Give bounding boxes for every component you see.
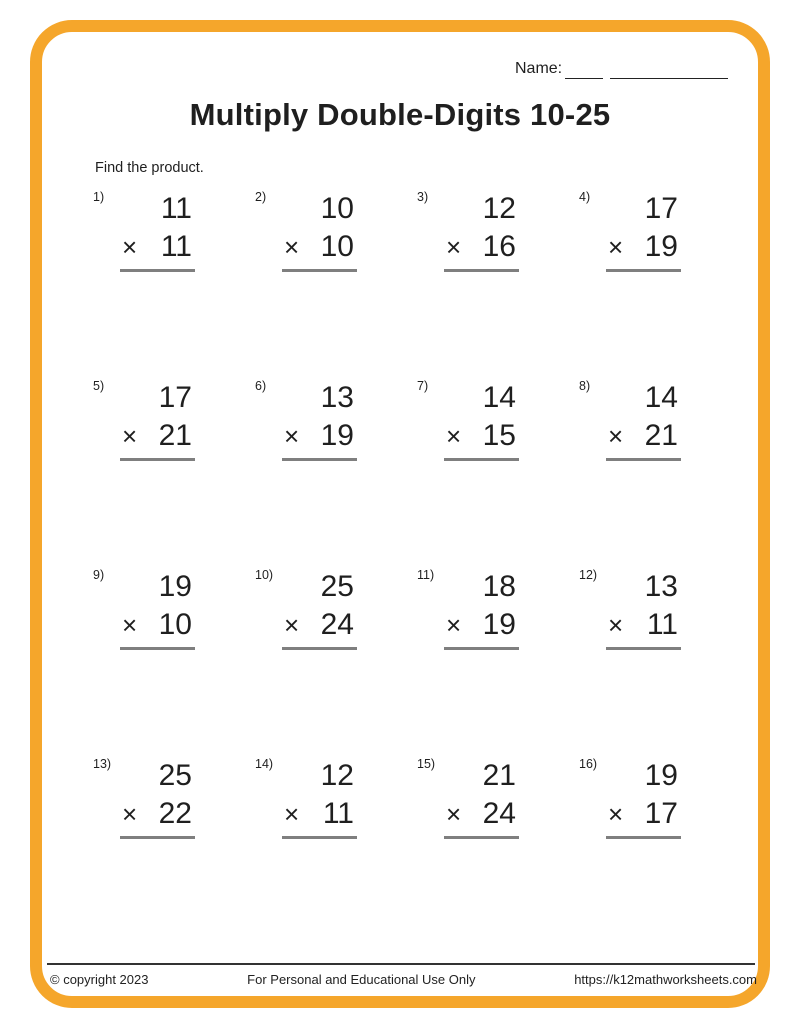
problem-number: 4) [579,190,591,204]
bottom-operand-row [282,416,357,461]
top-operand: 25 [158,759,192,792]
bottom-operand-row [120,227,195,272]
problem-work-area [282,755,357,839]
footer-divider [47,963,755,965]
bottom-operand: 11 [160,230,192,263]
multiplication-problem [255,566,417,755]
problem-work-area [120,377,195,461]
multiplication-sign: × [122,421,138,451]
top-operand: 17 [644,192,678,225]
problem-work-area [120,188,195,272]
top-operand: 13 [320,381,354,414]
top-operand: 19 [158,570,192,603]
bottom-operand: 17 [644,797,678,830]
multiplication-problem [417,188,579,377]
page-title: Multiply Double-Digits 10-25 [189,97,611,132]
bottom-operand: 21 [158,419,192,452]
bottom-operand-row [120,416,195,461]
multiplication-sign: × [608,421,624,451]
problem-number: 10) [255,568,274,582]
top-operand: 12 [482,192,516,225]
problem-number: 16) [579,757,598,771]
problem-work-area [606,188,681,272]
top-operand: 13 [644,570,678,603]
multiplication-problem [579,566,741,755]
problem-number: 6) [255,379,267,393]
bottom-operand-row [606,416,681,461]
problem-work-area [120,566,195,650]
problem-number: 15) [417,757,436,771]
name-label: Name: [515,60,563,77]
top-operand: 21 [482,759,516,792]
problem-number: 13) [93,757,112,771]
bottom-operand-row [282,605,357,650]
multiplication-problem [579,755,741,944]
top-operand: 12 [320,759,354,792]
problems-grid [93,188,741,944]
problem-work-area [444,377,519,461]
multiplication-problem [255,188,417,377]
footer [50,972,757,987]
instructions-text: Find the product. [95,160,204,176]
problem-number: 3) [417,190,429,204]
multiplication-problem [417,755,579,944]
bottom-operand: 11 [646,608,678,641]
bottom-operand-row [282,227,357,272]
multiplication-problem [93,755,255,944]
bottom-operand: 24 [482,797,516,830]
bottom-operand: 21 [644,419,678,452]
problem-work-area [606,755,681,839]
bottom-operand: 19 [644,230,678,263]
bottom-operand: 22 [158,797,192,830]
multiplication-sign: × [446,799,462,829]
multiplication-sign: × [122,610,138,640]
name-row [515,60,728,79]
problem-work-area [444,566,519,650]
bottom-operand: 16 [482,230,516,263]
bottom-operand-row [120,605,195,650]
problem-work-area [282,566,357,650]
bottom-operand: 19 [320,419,354,452]
multiplication-sign: × [284,610,300,640]
bottom-operand: 10 [320,230,354,263]
multiplication-sign: × [284,421,300,451]
bottom-operand: 11 [322,797,354,830]
problem-work-area [444,188,519,272]
multiplication-sign: × [446,610,462,640]
bottom-operand: 10 [158,608,192,641]
problem-number: 8) [579,379,591,393]
problem-work-area [606,566,681,650]
bottom-operand-row [606,794,681,839]
problem-number: 7) [417,379,429,393]
multiplication-sign: × [284,232,300,262]
bottom-operand: 24 [320,608,354,641]
bottom-operand: 19 [482,608,516,641]
problem-work-area [282,188,357,272]
problem-number: 12) [579,568,598,582]
multiplication-sign: × [608,610,624,640]
usage-text: For Personal and Educational Use Only [247,972,476,987]
multiplication-sign: × [122,799,138,829]
bottom-operand-row [444,794,519,839]
multiplication-sign: × [446,421,462,451]
problem-number: 11) [417,568,435,582]
bottom-operand: 15 [482,419,516,452]
top-operand: 19 [644,759,678,792]
bottom-operand-row [120,794,195,839]
multiplication-sign: × [284,799,300,829]
bottom-operand-row [444,605,519,650]
top-operand: 17 [158,381,192,414]
multiplication-sign: × [446,232,462,262]
problem-number: 5) [93,379,105,393]
multiplication-sign: × [608,799,624,829]
multiplication-problem [579,188,741,377]
top-operand: 18 [482,570,516,603]
top-operand: 11 [160,192,192,225]
multiplication-sign: × [608,232,624,262]
multiplication-problem [255,377,417,566]
top-operand: 25 [320,570,354,603]
problem-work-area [444,755,519,839]
website-url: https://k12mathworksheets.com [574,972,757,987]
problem-number: 14) [255,757,274,771]
multiplication-problem [417,566,579,755]
top-operand: 10 [320,192,354,225]
multiplication-problem [417,377,579,566]
multiplication-problem [255,755,417,944]
bottom-operand-row [282,794,357,839]
bottom-operand-row [606,605,681,650]
bottom-operand-row [444,416,519,461]
problem-number: 1) [93,190,105,204]
name-blank-line [610,63,728,79]
multiplication-problem [93,377,255,566]
problem-work-area [282,377,357,461]
problem-work-area [606,377,681,461]
bottom-operand-row [444,227,519,272]
multiplication-problem [579,377,741,566]
problem-number: 9) [93,568,105,582]
multiplication-problem [93,566,255,755]
multiplication-sign: × [122,232,138,262]
multiplication-problem [93,188,255,377]
problem-work-area [120,755,195,839]
top-operand: 14 [644,381,678,414]
copyright-text: © copyright 2023 [50,972,149,987]
top-operand: 14 [482,381,516,414]
problem-number: 2) [255,190,267,204]
bottom-operand-row [606,227,681,272]
name-blank-line [565,63,603,79]
